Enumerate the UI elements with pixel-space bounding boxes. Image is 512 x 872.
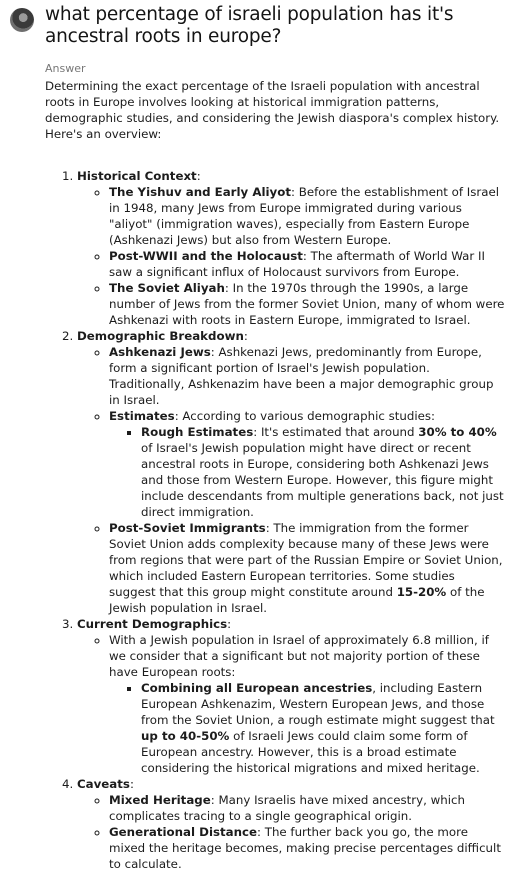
item-title: Mixed Heritage — [109, 793, 211, 807]
item-text: of Israeli Jews could claim some form of European ancestry. However, this is a broad estimate considering the historical migrations and mixed heritage. — [141, 729, 480, 775]
answer-body — [45, 78, 505, 872]
item-title: Generational Distance — [109, 825, 258, 839]
list-item — [141, 680, 505, 776]
item-title: The Soviet Aliyah — [109, 281, 225, 295]
item-emphasis: up to 40-50% — [141, 729, 230, 743]
item-text: : The further back you go, the more mixed the heritage becomes, making precise percentages difficult to calculate. — [109, 825, 501, 871]
item-text: of the Jewish population in Israel. — [109, 585, 485, 615]
list-item — [109, 280, 505, 328]
list-item — [109, 520, 505, 616]
item-title: Ashkenazi Jews — [109, 345, 211, 359]
item-title: The Yishuv and Early Aliyot — [109, 185, 291, 199]
item-text: With a Jewish population in Israel of approximately 6.8 million, if we consider that a significant but not majority portion of these have European roots: — [109, 633, 489, 679]
list-item: 2. Demographic Breakdown: ◦ Ashkenazi Jews: Ashkenazi Jews, predominantly from Europe, form a significant portion of Israel's Jewish population. Traditionally, Ashkenazim have been a major demographic group in Israel. ◦ Estimates: According to various demographic studies: ▪ Rough Estimates: It's estimated that around 30% to 40% of Israel's Jewish population might have direct or recent ancestral roots in Europe, considering both Ashkenazi Jews and those from Western Europe. However, this figure might include descendants from multiple generations back, not just direct immigration. ◦ Post-Soviet Immigrants: The immigration from the former Soviet Union adds complexity because many of these Jews were from regions that were part of the Russian Empire or Soviet Union, which included Eastern European territories. Some studies suggest that this group might constitute around 15-20% of the Jewish population in Israel. — [77, 328, 505, 616]
list-item — [109, 824, 505, 872]
item-text: of Israel's Jewish population might have direct or recent ancestral roots in Europe, considering both Ashkenazi Jews and those from Western Europe. However, this figure might include descendants from multiple generations back, not just direct immigration. — [141, 441, 504, 519]
list-item — [109, 792, 505, 824]
intro-paragraph: Determining the exact percentage of the Israeli population with ancestral roots in Europe involves looking at historical immigration patterns, demographic studies, and considering the Jewish diaspora's complex history. Here's an overview: — [45, 79, 500, 141]
list-item: 4. Caveats: ◦ Mixed Heritage: Many Israelis have mixed ancestry, which complicates tracing to a single geographical origin. ◦ Generational Distance: The further back you go, the more mixed the heritage becomes, making precise percentages difficult to calculate. — [77, 776, 505, 872]
list-item — [109, 184, 505, 248]
item-title: Combining all European ancestries — [141, 681, 373, 695]
list-item: 1. Historical Context: ◦ The Yishuv and Early Aliyot: Before the establishment of Israel in 1948, many Jews from Europe immigrated during various "aliyot" (immigration waves), especially from Eastern Europe (Ashkenazi Jews) but also from Western Europe. ◦ Post-WWII and the Holocaust: The aftermath of World War II saw a significant influx of Holocaust survivors from Europe. ◦ The Soviet Aliyah: In the 1970s through the 1990s, a large number of Jews from the former Soviet Union, many of whom were Ashkenazi with roots in Eastern Europe, immigrated to Israel. — [77, 168, 505, 328]
section-title: Historical Context — [77, 169, 197, 183]
item-text: : It's estimated that around — [253, 425, 419, 439]
answer-label: Answer — [45, 62, 86, 75]
list-item — [109, 632, 505, 776]
item-text: : The immigration from the former Soviet Union adds complexity because many of these Jews were from regions that were part of the Russian Empire or Soviet Union, which included Eastern European territories. Some studies suggest that this group might constitute around — [109, 521, 503, 599]
item-title: Estimates — [109, 409, 175, 423]
item-title: Post-WWII and the Holocaust — [109, 249, 303, 263]
question-title: what percentage of israeli population has it's ancestral roots in europe? — [45, 4, 454, 47]
list-item — [109, 344, 505, 408]
section-title: Demographic Breakdown — [77, 329, 244, 343]
section-title: Current Demographics — [77, 617, 228, 631]
item-emphasis: 15-20% — [396, 585, 447, 599]
item-text: , including Eastern European Ashkenazim, Western European Jews, and those from the Soviet Union, a rough estimate might suggest that — [141, 681, 495, 727]
item-text: : The aftermath of World War II saw a significant influx of Holocaust survivors from Europe. — [109, 249, 485, 279]
list-item — [109, 408, 505, 520]
answer-list — [45, 168, 505, 872]
list-item — [141, 424, 505, 520]
item-text: : In the 1970s through the 1990s, a large number of Jews from the former Soviet Union, many of whom were Ashkenazi with roots in Eastern Europe, immigrated to Israel. — [109, 281, 505, 327]
item-title: Rough Estimates — [141, 425, 254, 439]
list-item: 3. Current Demographics: ◦ With a Jewish population in Israel of approximately 6.8 million, if we consider that a significant but not majority portion of these have European roots: ▪ Combining all European ancestries, including Eastern European Ashkenazim, Western European Jews, and those from the Soviet Union, a rough estimate might suggest that up to 40-50% of Israeli Jews could claim some form of European ancestry. However, this is a broad estimate considering the historical migrations and mixed heritage. — [77, 616, 505, 776]
list-item — [109, 248, 505, 280]
section-title: Caveats — [77, 777, 130, 791]
avatar — [10, 8, 34, 32]
item-text: : Ashkenazi Jews, predominantly from Europe, form a significant portion of Israel's Jewish population. Traditionally, Ashkenazim have been a major demographic group in Israel. — [109, 345, 494, 407]
item-title: Post-Soviet Immigrants — [109, 521, 266, 535]
item-emphasis: 30% to 40% — [418, 425, 497, 439]
item-text: : According to various demographic studies: — [174, 409, 436, 423]
item-text: : Before the establishment of Israel in 1948, many Jews from Europe immigrated during various "aliyot" (immigration waves), especially from Eastern Europe (Ashkenazi Jews) but also from Western Europe. — [109, 185, 500, 247]
item-text: : Many Israelis have mixed ancestry, which complicates tracing to a single geographical origin. — [109, 793, 465, 823]
